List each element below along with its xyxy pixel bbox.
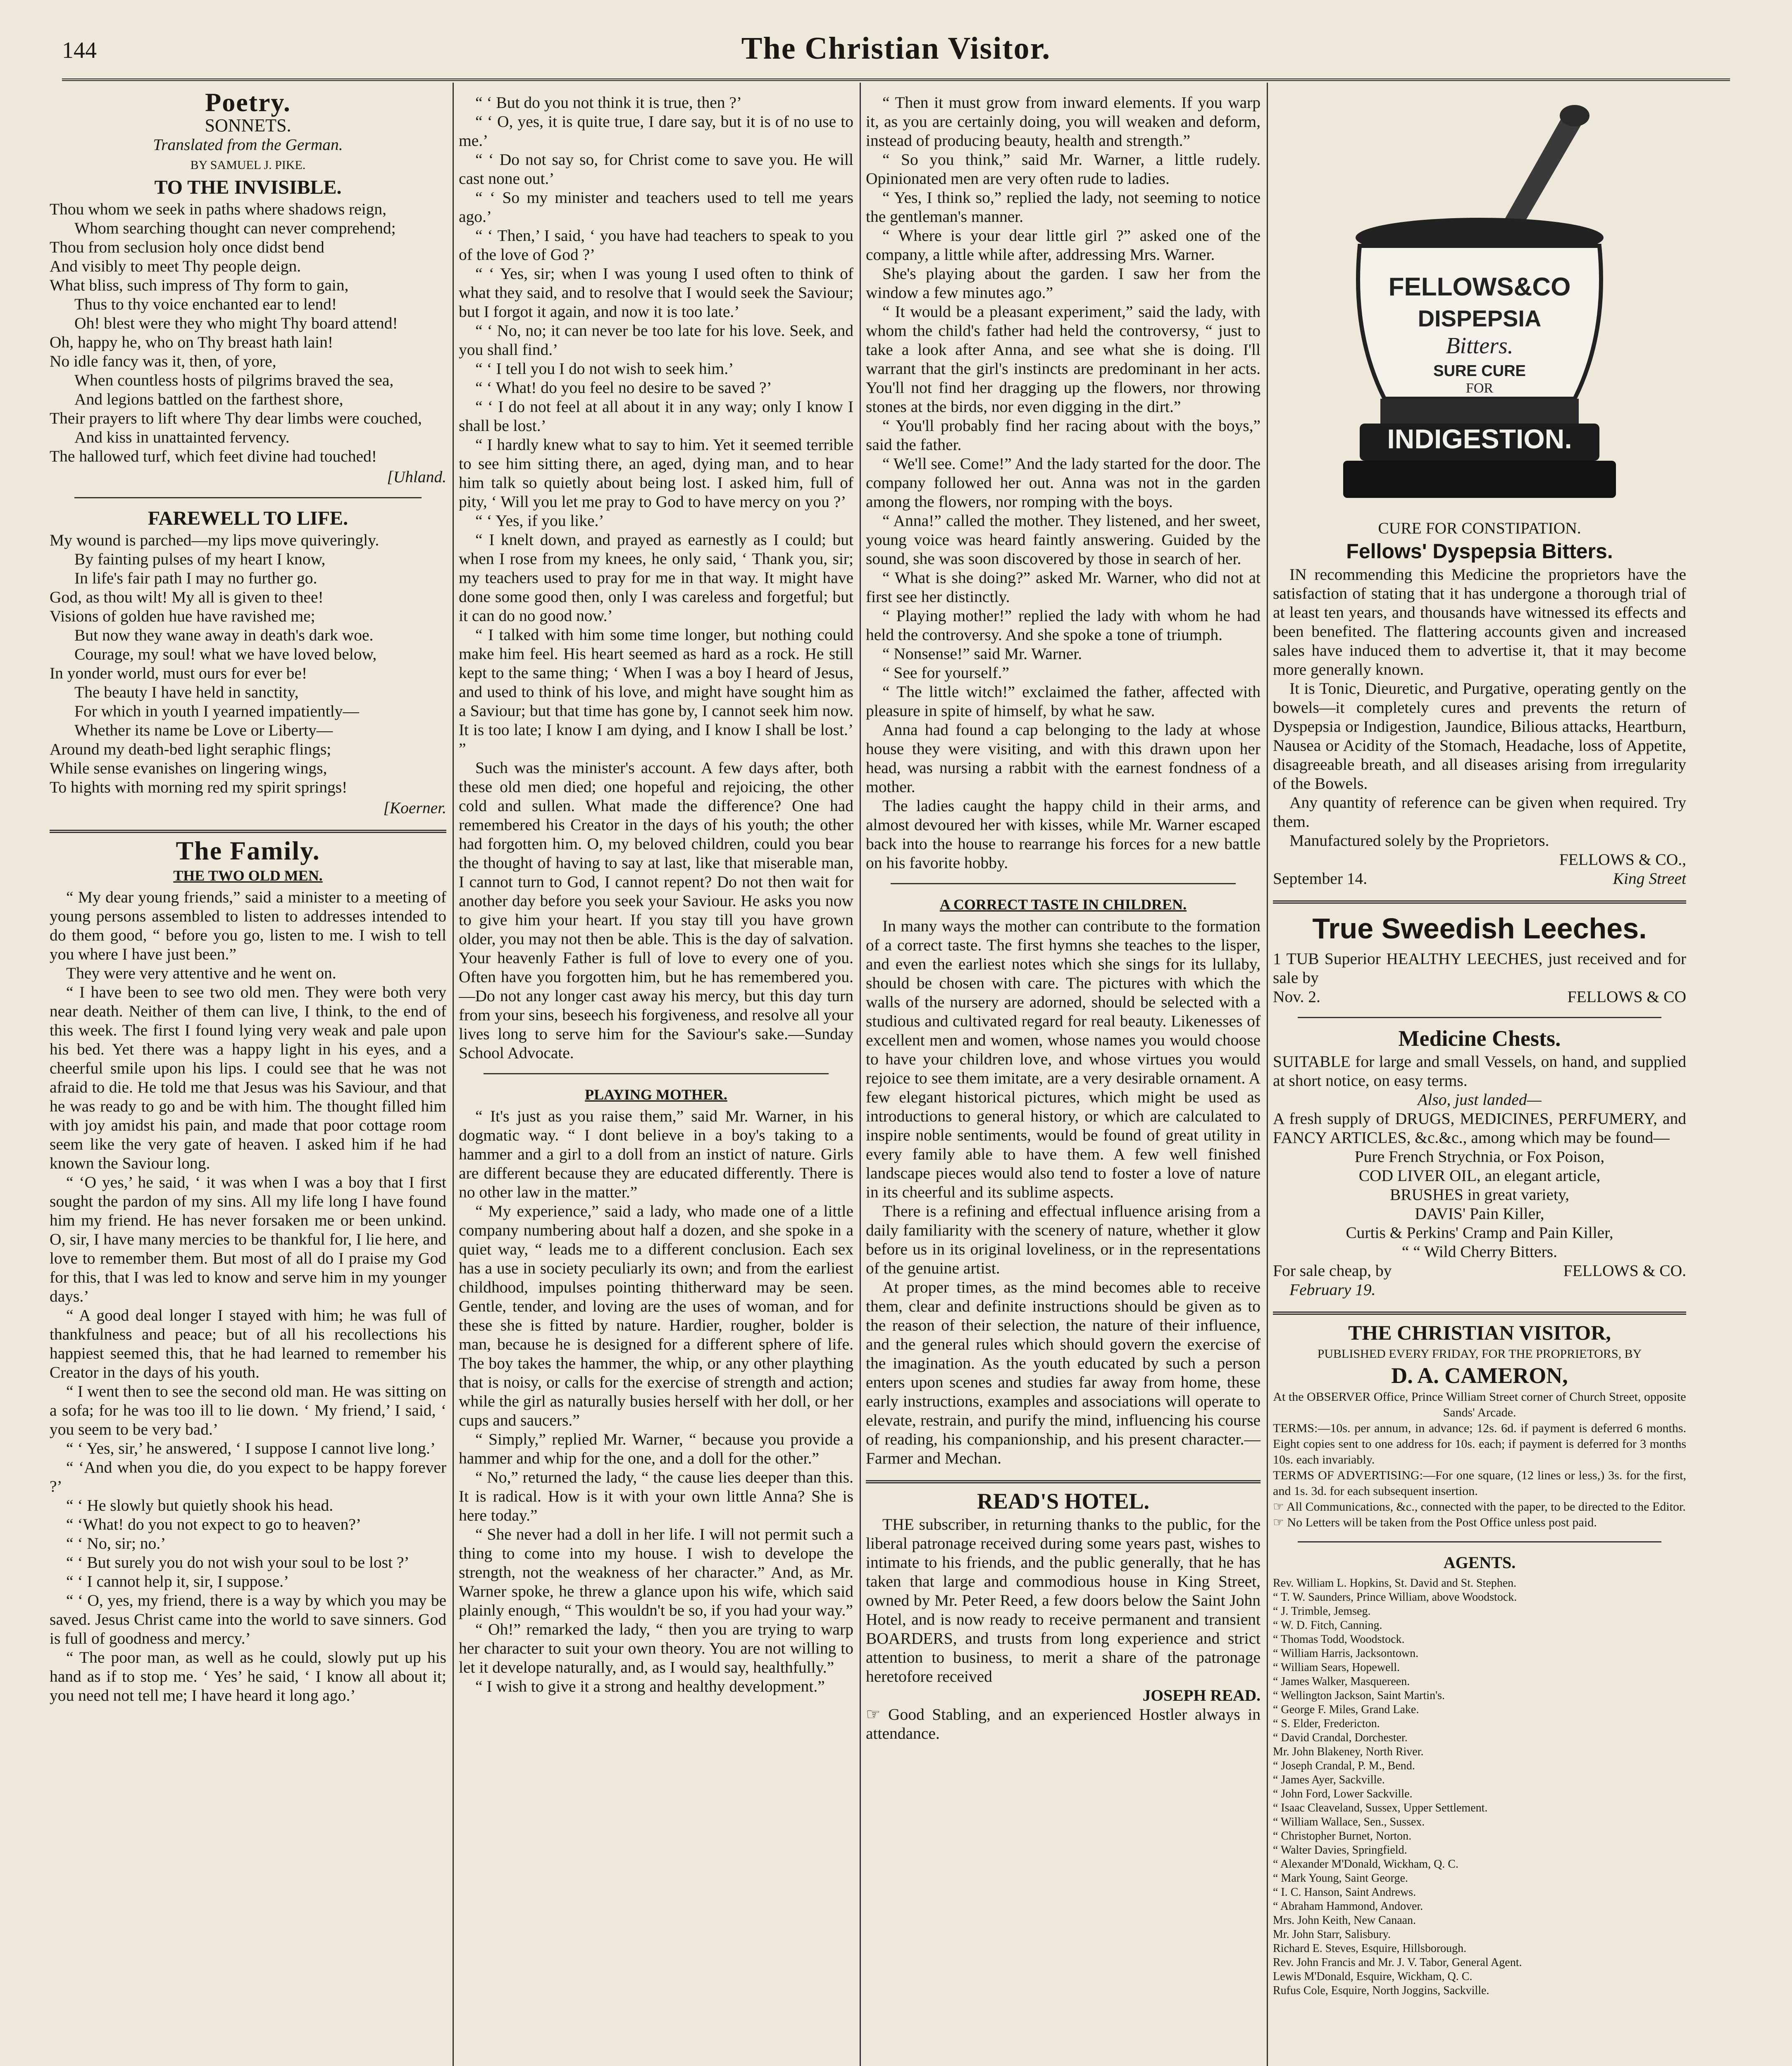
agent-entry: Rufus Cole, Esquire, North Joggins, Sackville. (1273, 1984, 1489, 1997)
poetry-header: Poetry. (205, 93, 291, 117)
agent-entry: “ S. Elder, Fredericton. (1273, 1717, 1380, 1730)
sonnets-title: SONNETS. (205, 115, 291, 136)
poem-line: No idle fancy was it, then, of yore, (50, 352, 276, 370)
paragraph: “ Then it must grow from inward elements. If you warp it, as you are certainly doing, you will weaken and deform, instead of producing beauty, health and strength.” (866, 93, 1261, 150)
divider (484, 1073, 829, 1074)
agent-entry: “ W. D. Fitch, Canning. (1273, 1619, 1382, 1632)
leeches-date: Nov. 2. (1273, 988, 1320, 1006)
agent-entry: “ T. W. Saunders, Prince William, above Woodstock. (1273, 1591, 1517, 1604)
paragraph: “ I went then to see the second old man. He was sitting on a sofa; for he was too ill to lie down. ‘ My friend,’ I said, ‘ you seem to be very bad.’ (50, 1382, 446, 1438)
chests-item: COD LIVER OIL, an elegant article, (1358, 1166, 1601, 1185)
newspaper-title: The Christian Visitor. (741, 31, 1051, 66)
paragraph: Anna had found a cap belonging to the lady at whose house they were visiting, and with this drawn upon her head, was nursing a rabbit with the earnest fondness of a mother. (866, 721, 1261, 796)
mortar-label-bitters: Bitters. (1446, 333, 1513, 359)
hotel-text-block (866, 1515, 1261, 1686)
paragraph: “ ‘ I tell you I do not wish to seek him.’ (475, 359, 734, 378)
paragraph: “ Anna!” called the mother. They listened, and her sweet, young voice was heard faintly answering. Guided by the sound, she was soon discovered by those in search of her. (866, 512, 1261, 568)
paragraph: “ It would be a pleasant experiment,” said the lady, with whom the child's father had held the controversy, “ just to take a look after Anna, and see what she is doing. I'll warrant that the girl's instincts are predominant in her acts. You'll not find her dragging up the flowers, nor throwing stones at the birds, nor even digging in the dirt.” (866, 302, 1261, 416)
colophon-note-text: All Communications, &c., connected with the paper, to be directed to the Editor. (1286, 1500, 1686, 1514)
leeches-heading: True Sweedish Leeches. (1312, 912, 1647, 945)
bitters-heading: Fellows' Dyspepsia Bitters. (1346, 540, 1613, 563)
poem-line: Oh! blest were they who might Thy board attend! (74, 314, 398, 332)
poem-line: And kiss in unattainted fervency. (74, 428, 290, 446)
chests-item: DAVIS' Pain Killer, (1415, 1204, 1544, 1223)
story-title: PLAYING MOTHER. (585, 1086, 727, 1103)
mortar-label-product: DISPEPSIA (1418, 305, 1542, 331)
divider (1298, 1541, 1661, 1542)
section-rule (1273, 900, 1686, 904)
paragraph: “ ‘ Do not say so, for Christ come to save you. He will cast none out.’ (459, 150, 853, 188)
paragraph: “ My dear young friends,” said a minister to a meeting of young persons assembled to listen to addresses intended to do them good, “ before you go, listen to me. I wish to tell you where I have just been.” (50, 888, 446, 963)
poem-line: By fainting pulses of my heart I know, (74, 550, 326, 568)
poem-line: While sense evanishes on lingering wings, (50, 759, 327, 777)
family-header: The Family. (176, 836, 320, 865)
colophon-title: THE CHRISTIAN VISITOR, (1348, 1321, 1611, 1344)
column-rule (860, 83, 861, 2066)
poem-line: And legions battled on the farthest shore, (74, 390, 343, 408)
paragraph: “ ‘ So my minister and teachers used to tell me years ago.’ (459, 188, 853, 226)
paragraph: “ ‘ But surely you do not wish your soul to be lost ?’ (66, 1553, 410, 1571)
agent-entry: Rev. John Francis and Mr. J. V. Tabor, General Agent. (1273, 1956, 1522, 1969)
agent-entry: Richard E. Steves, Esquire, Hillsborough. (1273, 1942, 1467, 1955)
paragraph: “ You'll probably find her racing about with the boys,” said the father. (866, 417, 1261, 454)
hotel-footer (866, 1705, 1261, 1743)
agent-entry: “ Mark Young, Saint George. (1273, 1872, 1408, 1885)
agent-entry: Mr. John Starr, Salisbury. (1273, 1928, 1391, 1941)
paragraph: “ Where is your dear little girl ?” asked one of the company, a little while after, addressing Mrs. Warner. (866, 226, 1261, 264)
paragraph: “ Simply,” replied Mr. Warner, “ because you provide a hammer and whip for the one, and a doll for the other.” (459, 1430, 853, 1467)
bitters-body (1273, 565, 1686, 850)
agent-entry: “ William Wallace, Sen., Sussex. (1273, 1816, 1425, 1828)
paragraph: “ Playing mother!” replied the lady with whom he had held the controversy. And she spoke a tone of triumph. (866, 607, 1261, 644)
paragraph: “ We'll see. Come!” And the lady started for the door. The company followed her out. Anna was not in the garden among the flowers, nor romping with the boys. (866, 455, 1261, 511)
agent-entry: “ James Ayer, Sackville. (1273, 1773, 1385, 1786)
chests-firm: FELLOWS & CO. (1563, 1261, 1686, 1280)
poem-line: In life's fair path I may no further go. (74, 569, 317, 587)
poem-line: God, as thou wilt! My all is given to thee! (50, 588, 324, 606)
poem-body (50, 200, 446, 466)
paragraph: “ Yes, I think so,” replied the lady, not seeming to notice the gentleman's manner. (866, 188, 1261, 226)
story-body-continued (866, 93, 1261, 872)
paragraph: “ It's just as you raise them,” said Mr. Warner, in his dogmatic way. “ I dont believe in a boy's taking to a hammer and a girl to a doll from an instict of nature. Girls are different because they are educated differently. There is no other law in the matter.” (459, 1107, 853, 1201)
poem-body (50, 531, 446, 797)
poem-line: To hights with morning red my spirit springs! (50, 778, 348, 796)
page-number: 144 (62, 38, 97, 63)
paragraph: It is Tonic, Dieuretic, and Purgative, operating gently on the bowels—it completely cures and prevents the return of Dyspepsia or Indigestion, Jaundice, Bilious attacks, Heartburn, Nausea or Acidity of the Stomach, Headache, loss of Appetite, disagreeable breath, and all diseases arising from irregularity of the Bowels. (1273, 679, 1686, 793)
mortar-pestle-illustration (1335, 101, 1624, 514)
paragraph: “ ‘ Yes, sir,’ he answered, ‘ I suppose I cannot live long.’ (66, 1439, 436, 1457)
mortar-label-for: FOR (1466, 381, 1494, 396)
colophon-terms: TERMS:—10s. per annum, in advance; 12s. 6d. if payment is deferred 6 months. Eight copies sent to one address for 10s. each; if payment is deferred for 3 months 10s. each invariably. (1273, 1421, 1686, 1466)
poem-line: Their prayers to lift where Thy dear limbs were couched, (50, 409, 422, 427)
agent-entry: “ George F. Miles, Grand Lake. (1273, 1703, 1419, 1716)
paragraph: “ I have been to see two old men. They were both very near death. Neither of them can live, I think, to the end of this week. The first I found lying very weak and pale upon his bed. Yet there was a happy light in his eyes, and a cheerful smile upon his lips. I could see that he was not afraid to die. He told me that Jesus was his Saviour, and that he was ready to go and be with him. The thought filled him with joy amidst his pain, and made that poor cottage room seem like the very gate of heaven. I asked him if he had known the Saviour long. (50, 983, 446, 1172)
hotel-signature: JOSEPH READ. (1142, 1686, 1261, 1704)
mortar-label-firm: FELLOWS&CO (1388, 273, 1571, 301)
paragraph: “ She never had a doll in her life. I will not permit such a thing to come into my house. I wish to develope the strength, not the weakness of her character.” And, as Mr. Warner spoke, he threw a glance upon his wife, which said plainly enough, “ This wouldn't be so, if you had your way.” (459, 1525, 853, 1619)
poem-line: The beauty I have held in sanctity, (74, 683, 299, 701)
paragraph: “ ‘ Yes, sir; when I was young I used often to think of what they said, and to resolve that I would seek the Saviour; but I forgot it again, and now it is too late.’ (459, 264, 853, 321)
chests-supply: A fresh supply of DRUGS, MEDICINES, PERFUMERY, and FANCY ARTICLES, &c.&c., among which may be found— (1273, 1109, 1686, 1147)
bitters-date: September 14. (1273, 869, 1368, 888)
section-rule (1273, 1311, 1686, 1315)
agent-entry: “ Alexander M'Donald, Wickham, Q. C. (1273, 1858, 1458, 1871)
agent-entry: “ John Ford, Lower Sackville. (1273, 1788, 1413, 1800)
poem-line: In yonder world, must ours for ever be! (50, 664, 307, 682)
story-title: A CORRECT TASTE IN CHILDREN. (939, 896, 1187, 913)
paragraph: “ ‘ No, sir; no.’ (66, 1534, 166, 1552)
poem-line: Visions of golden hue have ravished me; (50, 607, 315, 625)
chests-text: SUITABLE for large and small Vessels, on hand, and supplied at short notice, on easy terms. (1273, 1052, 1686, 1090)
paragraph: She's playing about the garden. I saw her from the window a few minutes ago.” (866, 264, 1261, 302)
colophon-address: At the OBSERVER Office, Prince William Street corner of Church Street, opposite Sands' Arcade. (1273, 1390, 1686, 1419)
paragraph: “ I talked with him some time longer, but nothing could make him feel. His heart seemed as hard as a rock. He still kept to the same thing; ‘ When I was a boy I heard of Jesus, and used to think of his love, and might have sought him as a Saviour; but that time has gone by, I cannot seek him now. It is too late; I know I am dying, and I know I shall be lost.’ ” (459, 626, 853, 758)
agent-entry: “ William Harris, Jacksontown. (1273, 1647, 1419, 1660)
poem-line: Courage, my soul! what we have loved below, (74, 645, 377, 663)
paragraph: “ ‘ I do not feel at all about it in any way; only I know I shall be lost.’ (459, 397, 853, 435)
poem-line: The hallowed turf, which feet divine had touched! (50, 447, 377, 465)
paragraph: “ No,” returned the lady, “ the cause lies deeper than this. It is radical. How is it with your own little Anna? She is here today.” (459, 1468, 853, 1524)
poem-author: [Uhland. (387, 468, 446, 486)
paragraph: “ ‘ He slowly but quietly shook his head. (66, 1496, 334, 1514)
column-1 (50, 93, 446, 2066)
chests-item: BRUSHES in great variety, (1389, 1185, 1570, 1204)
agent-entry: “ David Crandal, Dorchester. (1273, 1731, 1408, 1744)
chests-item: Pure French Strychnia, or Fox Poison, (1354, 1147, 1605, 1166)
agents-list (1273, 1576, 1686, 1998)
agent-entry: “ I. C. Hanson, Saint Andrews. (1273, 1886, 1416, 1899)
leeches-text: 1 TUB Superior HEALTHY LEECHES, just received and for sale by (1273, 950, 1686, 987)
divider (891, 883, 1236, 884)
leeches-dateline (1273, 987, 1686, 1006)
colophon-note-text: No Letters will be taken from the Post Office unless post paid. (1287, 1516, 1597, 1529)
hotel-title: READ'S HOTEL. (977, 1489, 1150, 1514)
pointing-hand-icon: ☞ (1273, 1516, 1287, 1529)
bitters-firm: FELLOWS & CO., (1559, 850, 1686, 869)
agent-entry: “ Abraham Hammond, Andover. (1273, 1900, 1423, 1913)
story-body-continued (459, 93, 853, 1062)
poem-author: [Koerner. (383, 799, 446, 817)
paragraph: “ The little witch!” exclaimed the father, affected with pleasure in spite of himself, by what he saw. (866, 683, 1261, 720)
chests-date: February 19. (1289, 1281, 1376, 1299)
poem-line: Oh, happy he, who on Thy breast hath lain! (50, 333, 333, 351)
poem-line: And visibly to meet Thy people deign. (50, 257, 301, 275)
chests-sale-line (1273, 1261, 1686, 1280)
story-title: THE TWO OLD MEN. (173, 867, 323, 884)
paragraph: There is a refining and effectual influence arising from a daily familiarity with the scenery of nature, whether it glow before us in its original loveliness, or in the representations of the genuine artist. (866, 1202, 1261, 1277)
agent-entry: “ Christopher Burnet, Norton. (1273, 1830, 1412, 1842)
paragraph: “ ‘ O, yes, it is quite true, I dare say, but it is of no use to me.’ (459, 112, 853, 150)
poem-line: But now they wane away in death's dark woe. (74, 626, 374, 644)
story-body (866, 916, 1261, 1468)
paragraph: “ ‘ No, no; it can never be too late for his love. Seek, and you shall find.’ (459, 321, 853, 359)
paragraph: “ ‘And when you die, do you expect to be happy forever ?’ (50, 1458, 446, 1495)
poem-line: Thou whom we seek in paths where shadows reign, (50, 200, 387, 218)
bitters-dateline (1273, 869, 1686, 888)
hotel-footer-text: Good Stabling, and an experienced Hostler always in attendance. (866, 1705, 1261, 1742)
paragraph: “ ‘ Then,’ I said, ‘ you have had teachers to speak to you of the love of God ?’ (459, 226, 853, 264)
chests-item: Curtis & Perkins' Cramp and Pain Killer, (1346, 1223, 1613, 1242)
paragraph: “ See for yourself.” (882, 664, 1010, 682)
masthead-rule (62, 79, 1730, 81)
paragraph: “ I wish to give it a strong and healthy development.” (475, 1677, 825, 1695)
agent-entry: “ Joseph Crandal, P. M., Bend. (1273, 1759, 1415, 1772)
agent-entry: “ James Walker, Masquereen. (1273, 1675, 1410, 1688)
masthead (62, 29, 1730, 70)
column-3 (866, 93, 1261, 2066)
bitters-caption: CURE FOR CONSTIPATION. (1378, 519, 1581, 537)
poem-line: Around my death-bed light seraphic flings; (50, 740, 331, 758)
poem-line: When countless hosts of pilgrims braved the sea, (74, 371, 394, 389)
paragraph: IN recommending this Medicine the proprietors have the satisfaction of stating that it has undergone a thorough trial of at least ten years, and thousands have witnessed its effects and been benefited. The flattering accounts given and increased sales have induced them to advertise it, that it may become more generally known. (1273, 565, 1686, 678)
column-rule (453, 83, 454, 2066)
agent-entry: “ J. Trimble, Jemseg. (1273, 1605, 1371, 1618)
colophon-subtitle: PUBLISHED EVERY FRIDAY, FOR THE PROPRIETORS, BY (1317, 1347, 1642, 1361)
paragraph: “ ‘O yes,’ he said, ‘ it was when I was a boy that I first sought the pardon of my sins. All my life long I have found him my friend. He has never forsaken me or been unkind. O, sir, I have many mercies to be thankful for, I lie here, and love to remember them. But most of all do I praise my God for this, that I was led to know and serve him in my younger days.’ (50, 1173, 446, 1305)
paragraph: Any quantity of reference can be given when required. Try them. (1273, 793, 1686, 831)
story-body (459, 1107, 853, 1696)
paragraph: “ So you think,” said Mr. Warner, a little rudely. Opinionated men are very often rude to ladies. (866, 150, 1261, 188)
story-body (50, 888, 446, 1705)
colophon-publisher: D. A. CAMERON, (1391, 1363, 1568, 1388)
paragraph: “ The poor man, as well as he could, slowly put up his hand as if to stop me. ‘ Yes’ he said, ‘ I know all about it; you need not tell me; I have heard it long ago.’ (50, 1648, 446, 1704)
pointing-hand-icon: ☞ (1273, 1500, 1287, 1514)
paragraph: “ ‘ What! do you feel no desire to be saved ?’ (475, 378, 772, 397)
paragraph: Manufactured solely by the Proprietors. (1289, 831, 1549, 850)
paragraph: At proper times, as the mind becomes able to receive them, clear and definite instructions should be given as to the reason of their selection, the nature of their influence, and the general rules which should govern the exercise of the imagination. As the youth educated by such a person enters upon scenes and studies far away from home, these early instructions, examples and associations will operate to elevate, restrain, and purify the mind, influencing his course of reading, his companionship, and his present character.—Farmer and Mechan. (866, 1278, 1261, 1467)
agent-entry: Mr. John Blakeney, North River. (1273, 1745, 1424, 1758)
agent-entry: Lewis M'Donald, Esquire, Wickham, Q. C. (1273, 1970, 1473, 1983)
poem-line: Whom searching thought can never comprehend; (74, 219, 396, 237)
colophon-note (1273, 1515, 1686, 1530)
colophon-advertising: TERMS OF ADVERTISING:—For one square, (12 lines or less,) 3s. for the first, and 1s. 3d. for each subsequent insertion. (1273, 1469, 1686, 1498)
paragraph: “ ‘ But do you not think it is true, then ?’ (475, 93, 742, 112)
section-rule (50, 830, 446, 833)
agents-heading: AGENTS. (1443, 1553, 1516, 1572)
agent-entry: “ Thomas Todd, Woodstock. (1273, 1633, 1405, 1646)
agent-entry: “ Wellington Jackson, Saint Martin's. (1273, 1689, 1445, 1702)
pointing-hand-icon: ☞ (866, 1705, 888, 1723)
poem-title: FAREWELL TO LIFE. (148, 507, 348, 529)
paragraph: “ ‘ Yes, if you like.’ (475, 512, 604, 530)
colophon-note (1273, 1499, 1686, 1515)
paragraph: The ladies caught the happy child in their arms, and almost devoured her with kisses, while Mr. Warner escaped back into the house to rearrange his forces for a new battle on his favorite hobby. (866, 797, 1261, 872)
poem-line: Whether its name be Love or Liberty— (74, 721, 333, 739)
chests-item: “ “ Wild Cherry Bitters. (1401, 1242, 1558, 1261)
agent-entry: Mrs. John Keith, New Canaan. (1273, 1914, 1416, 1927)
paragraph: Such was the minister's account. A few days after, both these old men died; one hopeful and rejoicing, the other cold and sullen. What made the difference? One had remembered his Creator in the days of his youth; the other had forgotten him. O, my beloved children, could you bear the thought of having to say at last, like that miserable man, I cannot turn to God, I cannot repent? Do not then wait for another day before you seek your Saviour. He asks you now to give him your heart. If you stay till you have grown older, you may not then be able. This is the day of salvation. Your heavenly Father is full of love to every one of you. Often have you forgotten him, but he has remembered you.—Do not any longer cast away his mercy, but this day turn from your sins, beseech his forgiveness, and resolve all your lives long to serve him for the Saviour's sake.—Sunday School Advocate. (459, 759, 853, 1062)
hotel-advertisement (866, 1489, 1261, 1743)
paragraph: “ Oh!” remarked the lady, “ then you are trying to warp her character to suit your own theory. You are not willing to let it develope naturally, and, as I would say, healthfully.” (459, 1620, 853, 1676)
column-2 (459, 93, 853, 2066)
paragraph: “ What is she doing?” asked Mr. Warner, who did not at first see her distinctly. (866, 569, 1261, 606)
mortar-label-indigestion: INDIGESTION. (1387, 424, 1572, 454)
paragraph: “ ‘What! do you not expect to go to heaven?’ (66, 1515, 362, 1533)
paragraph: “ Nonsense!” said Mr. Warner. (882, 645, 1082, 663)
translation-note: Translated from the German. (153, 136, 343, 154)
divider (1298, 1017, 1661, 1018)
byline: BY SAMUEL J. PIKE. (190, 158, 306, 172)
paragraph: “ I hardly knew what to say to him. Yet it seemed terrible to see him sitting there, an aged, dying man, and to hear him talk so quietly about being lost. I asked him, full of pity, ‘ Will you let me pray to God to have mercy on you ?’ (459, 436, 853, 511)
bitters-street: King Street (1613, 869, 1686, 888)
poem-line: Thou from seclusion holy once didst bend (50, 238, 324, 256)
paragraph: “ My experience,” said a lady, who made one of a little company numbering about half a dozen, and she spoke in a quiet way, “ leads me to a different conclusion. Each sex has a use in society peculiarly its own; and from the earliest childhood, impulses pointing thitherward may be seen. Gentle, tender, and loving are the uses of woman, and for these she is fitted by nature. Hardier, rougher, bolder is man, because he is designed for a different sphere of life. The boy takes the hammer, the whip, or any other plaything that is noisy, or calls for the exercise of strength and action; while the girl as naturally busies herself with her doll, or her cups and saucers.” (459, 1202, 853, 1429)
agent-entry: “ Walter Davies, Springfield. (1273, 1844, 1407, 1857)
paragraph: In many ways the mother can contribute to the formation of a correct taste. The first hymns she teaches to the lisper, and even the earliest notes which she sings for its lullaby, should be chosen with care. The pictures with which the walls of the nursery are adorned, should be selected with a studious and cultivated regard for real beauty. Likenesses of excellent men and women, whose names you would choose to have your children love, and whose virtues you would rejoice to see them imitate, are a very desirable ornament. A few elegant historical pictures, which might be used as introductions to general history, or which are calculated to inspire noble sentiments, would be found of great utility in every family able to have them. A few well finished landscape pieces would also tend to foster a love of nature in its cheerful and its sublime aspects. (866, 917, 1261, 1201)
chests-sale: For sale cheap, by (1273, 1261, 1392, 1280)
divider (74, 497, 422, 498)
paragraph: “ A good deal longer I stayed with him; he was full of thankfulness and peace; but of all his recollections his happiest seemed this, that he had learned to remember his Creator in the days of his youth. (50, 1306, 446, 1381)
agent-entry: “ Isaac Cleaveland, Sussex, Upper Settlement. (1273, 1802, 1488, 1814)
poem-line: Thus to thy voice enchanted ear to lend! (74, 295, 337, 313)
leeches-firm: FELLOWS & CO (1567, 988, 1686, 1006)
column-4 (1273, 93, 1686, 2066)
agent-entry: “ William Sears, Hopewell. (1273, 1661, 1400, 1674)
paragraph: “ I knelt down, and prayed as earnestly as I could; but when I rose from my knees, he only said, ‘ Thank you, sir; my teachers used to pray for me in that way. It might have done some good then, only I was careless and forgetful; but it can do no good now.’ (459, 531, 853, 625)
chests-heading: Medicine Chests. (1398, 1026, 1561, 1051)
mortar-label-sure-cure: SURE CURE (1433, 362, 1526, 380)
chests-also: Also, just landed— (1418, 1090, 1542, 1109)
column-rule (1267, 83, 1268, 2066)
poem-line: For which in youth I yearned impatiently— (74, 702, 359, 720)
hotel-text: THE subscriber, in returning thanks to the public, for the liberal patronage received during some years past, wishes to intimate to his friends, and the public generally, that he has taken that large and commodious house in King Street, owned by Mr. Peter Reed, a few doors below the Saint John Hotel, and is now ready to receive permanent and transient BOARDERS, and trusts from long experience and strict attention to business, to merit a share of the patronage heretofore received (866, 1515, 1261, 1685)
poem-line: My wound is parched—my lips move quiveringly. (50, 531, 379, 549)
paragraph: “ ‘ O, yes, my friend, there is a way by which you may be saved. Jesus Christ came into the world to save sinners. God is full of goodness and mercy.’ (50, 1591, 446, 1647)
paragraph: “ ‘ I cannot help it, sir, I suppose.’ (66, 1572, 289, 1590)
paragraph: They were very attentive and he went on. (66, 964, 336, 982)
section-rule (866, 1480, 1261, 1483)
agent-entry: Rev. William L. Hopkins, St. David and St. Stephen. (1273, 1577, 1517, 1590)
poem-title: TO THE INVISIBLE. (154, 176, 342, 198)
poem-line: What bliss, such impress of Thy form to gain, (50, 276, 349, 294)
